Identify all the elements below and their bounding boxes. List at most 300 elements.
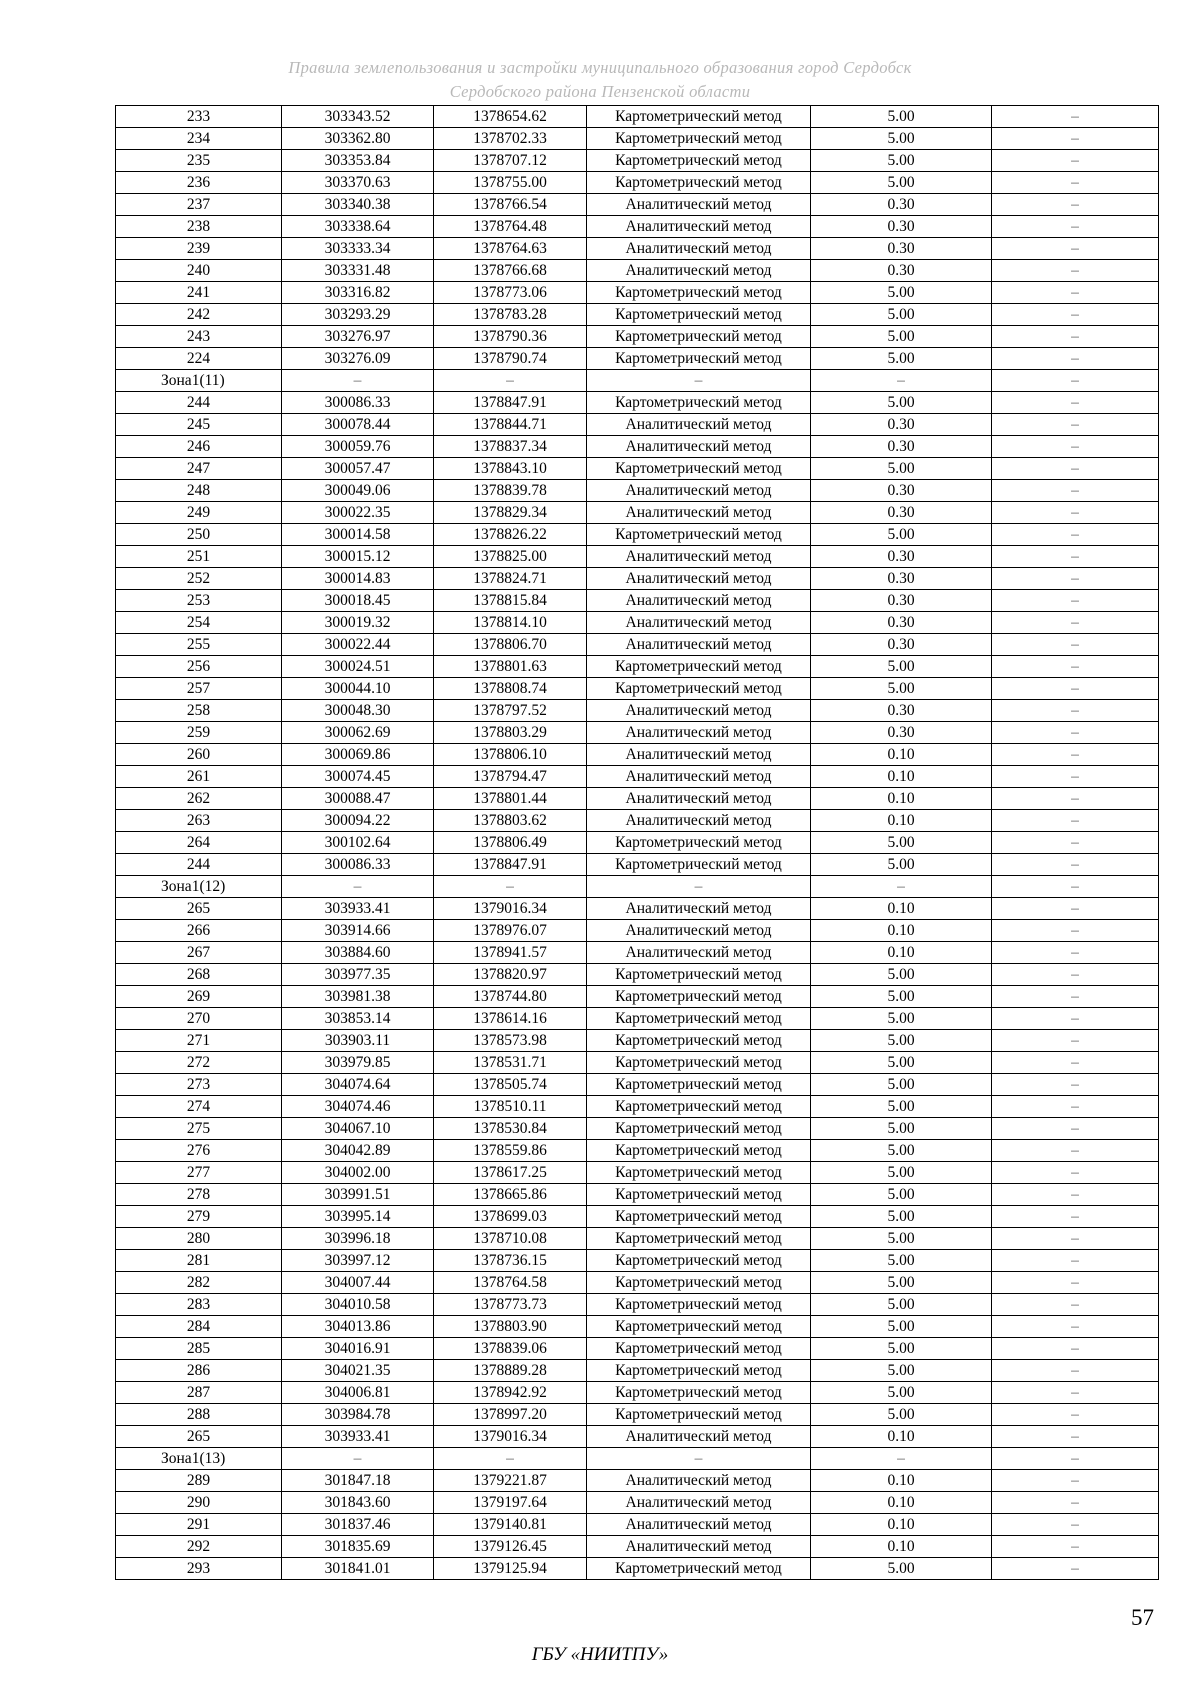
method-cell: – — [587, 1448, 811, 1470]
accuracy-cell: 0.10 — [811, 920, 992, 942]
method-cell: Картометрический метод — [587, 1184, 811, 1206]
table-row — [116, 1140, 1159, 1162]
method-cell: Картометрический метод — [587, 1118, 811, 1140]
table-row — [116, 612, 1159, 634]
note-cell: – — [992, 1382, 1159, 1404]
table-row — [116, 634, 1159, 656]
method-cell: Аналитический метод — [587, 920, 811, 942]
y-coordinate-cell: 1378766.54 — [434, 194, 587, 216]
y-coordinate-cell: 1378531.71 — [434, 1052, 587, 1074]
accuracy-cell: 5.00 — [811, 1338, 992, 1360]
point-number-cell: 281 — [116, 1250, 282, 1272]
point-number-cell: 259 — [116, 722, 282, 744]
note-cell: – — [992, 612, 1159, 634]
y-coordinate-cell: 1378808.74 — [434, 678, 587, 700]
accuracy-cell: 0.30 — [811, 260, 992, 282]
point-number-cell: Зона1(12) — [116, 876, 282, 898]
accuracy-cell: 5.00 — [811, 832, 992, 854]
x-coordinate-cell: 303333.34 — [282, 238, 434, 260]
accuracy-cell: 5.00 — [811, 172, 992, 194]
y-coordinate-cell: 1378801.63 — [434, 656, 587, 678]
y-coordinate-cell: 1378736.15 — [434, 1250, 587, 1272]
note-cell: – — [992, 1294, 1159, 1316]
method-cell: Аналитический метод — [587, 1536, 811, 1558]
point-number-cell: 287 — [116, 1382, 282, 1404]
x-coordinate-cell: 300057.47 — [282, 458, 434, 480]
x-coordinate-cell: 300014.58 — [282, 524, 434, 546]
table-row — [116, 854, 1159, 876]
point-number-cell: 277 — [116, 1162, 282, 1184]
point-number-cell: 260 — [116, 744, 282, 766]
coordinates-table — [115, 105, 1159, 1580]
accuracy-cell: 5.00 — [811, 392, 992, 414]
y-coordinate-cell: 1378764.58 — [434, 1272, 587, 1294]
table-row — [116, 1360, 1159, 1382]
note-cell: – — [992, 634, 1159, 656]
zone-header-row — [116, 370, 1159, 392]
note-cell: – — [992, 590, 1159, 612]
x-coordinate-cell: 303370.63 — [282, 172, 434, 194]
method-cell: Картометрический метод — [587, 656, 811, 678]
note-cell: – — [992, 1448, 1159, 1470]
method-cell: Картометрический метод — [587, 1074, 811, 1096]
note-cell: – — [992, 1316, 1159, 1338]
method-cell: Аналитический метод — [587, 568, 811, 590]
accuracy-cell: 5.00 — [811, 656, 992, 678]
x-coordinate-cell: 303362.80 — [282, 128, 434, 150]
point-number-cell: 242 — [116, 304, 282, 326]
page-number: 57 — [1131, 1605, 1154, 1630]
table-row — [116, 128, 1159, 150]
point-number-cell: 240 — [116, 260, 282, 282]
method-cell: Аналитический метод — [587, 700, 811, 722]
note-cell: – — [992, 370, 1159, 392]
x-coordinate-cell: 303343.52 — [282, 106, 434, 128]
note-cell: – — [992, 546, 1159, 568]
accuracy-cell: 5.00 — [811, 1250, 992, 1272]
point-number-cell: 239 — [116, 238, 282, 260]
accuracy-cell: 5.00 — [811, 1118, 992, 1140]
table-row — [116, 216, 1159, 238]
note-cell: – — [992, 326, 1159, 348]
note-cell: – — [992, 150, 1159, 172]
method-cell: Картометрический метод — [587, 986, 811, 1008]
point-number-cell: 288 — [116, 1404, 282, 1426]
point-number-cell: 267 — [116, 942, 282, 964]
y-coordinate-cell: 1378847.91 — [434, 392, 587, 414]
method-cell: Картометрический метод — [587, 458, 811, 480]
method-cell: Картометрический метод — [587, 1360, 811, 1382]
y-coordinate-cell: 1378806.49 — [434, 832, 587, 854]
method-cell: Аналитический метод — [587, 194, 811, 216]
accuracy-cell: 0.10 — [811, 766, 992, 788]
table-row — [116, 260, 1159, 282]
point-number-cell: 291 — [116, 1514, 282, 1536]
point-number-cell: 274 — [116, 1096, 282, 1118]
y-coordinate-cell: – — [434, 1448, 587, 1470]
accuracy-cell: – — [811, 876, 992, 898]
table-row — [116, 700, 1159, 722]
method-cell: Картометрический метод — [587, 678, 811, 700]
method-cell: – — [587, 370, 811, 392]
method-cell: Картометрический метод — [587, 832, 811, 854]
note-cell: – — [992, 1404, 1159, 1426]
x-coordinate-cell: 300024.51 — [282, 656, 434, 678]
x-coordinate-cell: – — [282, 370, 434, 392]
table-row — [116, 1492, 1159, 1514]
x-coordinate-cell: 300044.10 — [282, 678, 434, 700]
accuracy-cell: 0.10 — [811, 1470, 992, 1492]
note-cell: – — [992, 1514, 1159, 1536]
method-cell: Аналитический метод — [587, 1470, 811, 1492]
method-cell: Аналитический метод — [587, 898, 811, 920]
method-cell: Картометрический метод — [587, 1162, 811, 1184]
note-cell: – — [992, 1338, 1159, 1360]
x-coordinate-cell: 303353.84 — [282, 150, 434, 172]
x-coordinate-cell: 300086.33 — [282, 854, 434, 876]
y-coordinate-cell: 1378889.28 — [434, 1360, 587, 1382]
y-coordinate-cell: 1378829.34 — [434, 502, 587, 524]
method-cell: Аналитический метод — [587, 744, 811, 766]
y-coordinate-cell: 1378654.62 — [434, 106, 587, 128]
y-coordinate-cell: 1378803.62 — [434, 810, 587, 832]
y-coordinate-cell: 1378707.12 — [434, 150, 587, 172]
accuracy-cell: – — [811, 370, 992, 392]
y-coordinate-cell: 1378764.48 — [434, 216, 587, 238]
y-coordinate-cell: 1378803.29 — [434, 722, 587, 744]
note-cell: – — [992, 238, 1159, 260]
accuracy-cell: 0.10 — [811, 744, 992, 766]
method-cell: Картометрический метод — [587, 1052, 811, 1074]
point-number-cell: 284 — [116, 1316, 282, 1338]
zone-header-row — [116, 876, 1159, 898]
note-cell: – — [992, 678, 1159, 700]
x-coordinate-cell: 300102.64 — [282, 832, 434, 854]
x-coordinate-cell: 303338.64 — [282, 216, 434, 238]
y-coordinate-cell: 1378510.11 — [434, 1096, 587, 1118]
table-row — [116, 942, 1159, 964]
y-coordinate-cell: 1379125.94 — [434, 1558, 587, 1580]
x-coordinate-cell: 303340.38 — [282, 194, 434, 216]
method-cell: Аналитический метод — [587, 238, 811, 260]
point-number-cell: 224 — [116, 348, 282, 370]
y-coordinate-cell: 1378665.86 — [434, 1184, 587, 1206]
accuracy-cell: 0.30 — [811, 480, 992, 502]
table-row — [116, 986, 1159, 1008]
y-coordinate-cell: 1379126.45 — [434, 1536, 587, 1558]
x-coordinate-cell: 301835.69 — [282, 1536, 434, 1558]
table-row — [116, 678, 1159, 700]
table-row — [116, 524, 1159, 546]
table-row — [116, 656, 1159, 678]
accuracy-cell: 0.10 — [811, 1426, 992, 1448]
table-row — [116, 1294, 1159, 1316]
method-cell: Картометрический метод — [587, 1404, 811, 1426]
x-coordinate-cell: 300022.35 — [282, 502, 434, 524]
method-cell: Аналитический метод — [587, 216, 811, 238]
y-coordinate-cell: 1378573.98 — [434, 1030, 587, 1052]
table-row — [116, 502, 1159, 524]
x-coordinate-cell: 303933.41 — [282, 898, 434, 920]
accuracy-cell: 5.00 — [811, 1404, 992, 1426]
table-row — [116, 238, 1159, 260]
point-number-cell: 264 — [116, 832, 282, 854]
method-cell: Аналитический метод — [587, 634, 811, 656]
x-coordinate-cell: – — [282, 876, 434, 898]
note-cell: – — [992, 744, 1159, 766]
note-cell: – — [992, 1206, 1159, 1228]
note-cell: – — [992, 128, 1159, 150]
table-row — [116, 1118, 1159, 1140]
table-row — [116, 788, 1159, 810]
x-coordinate-cell: 300019.32 — [282, 612, 434, 634]
point-number-cell: 268 — [116, 964, 282, 986]
method-cell: Аналитический метод — [587, 414, 811, 436]
point-number-cell: 269 — [116, 986, 282, 1008]
method-cell: Картометрический метод — [587, 524, 811, 546]
accuracy-cell: 5.00 — [811, 1382, 992, 1404]
table-row — [116, 1404, 1159, 1426]
table-row — [116, 392, 1159, 414]
accuracy-cell: 5.00 — [811, 678, 992, 700]
point-number-cell: Зона1(13) — [116, 1448, 282, 1470]
y-coordinate-cell: 1378837.34 — [434, 436, 587, 458]
method-cell: Картометрический метод — [587, 172, 811, 194]
accuracy-cell: 0.30 — [811, 612, 992, 634]
note-cell: – — [992, 656, 1159, 678]
method-cell: Картометрический метод — [587, 392, 811, 414]
coordinates-table-body — [116, 106, 1159, 1580]
point-number-cell: Зона1(11) — [116, 370, 282, 392]
method-cell: Картометрический метод — [587, 854, 811, 876]
method-cell: Аналитический метод — [587, 590, 811, 612]
note-cell: – — [992, 876, 1159, 898]
method-cell: Аналитический метод — [587, 722, 811, 744]
accuracy-cell: 5.00 — [811, 1316, 992, 1338]
method-cell: Аналитический метод — [587, 436, 811, 458]
x-coordinate-cell: 303995.14 — [282, 1206, 434, 1228]
x-coordinate-cell: 303914.66 — [282, 920, 434, 942]
accuracy-cell: 0.30 — [811, 216, 992, 238]
method-cell: Аналитический метод — [587, 502, 811, 524]
table-row — [116, 722, 1159, 744]
accuracy-cell: 5.00 — [811, 326, 992, 348]
point-number-cell: 293 — [116, 1558, 282, 1580]
y-coordinate-cell: 1378744.80 — [434, 986, 587, 1008]
table-row — [116, 458, 1159, 480]
y-coordinate-cell: 1378766.68 — [434, 260, 587, 282]
note-cell: – — [992, 766, 1159, 788]
x-coordinate-cell: 304016.91 — [282, 1338, 434, 1360]
zone-header-row — [116, 1448, 1159, 1470]
table-row — [116, 150, 1159, 172]
y-coordinate-cell: 1378814.10 — [434, 612, 587, 634]
method-cell: Картометрический метод — [587, 1382, 811, 1404]
y-coordinate-cell: 1378815.84 — [434, 590, 587, 612]
point-number-cell: 290 — [116, 1492, 282, 1514]
table-row — [116, 480, 1159, 502]
point-number-cell: 261 — [116, 766, 282, 788]
accuracy-cell: 5.00 — [811, 348, 992, 370]
accuracy-cell: 5.00 — [811, 986, 992, 1008]
accuracy-cell: 5.00 — [811, 1030, 992, 1052]
y-coordinate-cell: 1378773.73 — [434, 1294, 587, 1316]
method-cell: Картометрический метод — [587, 106, 811, 128]
point-number-cell: 252 — [116, 568, 282, 590]
note-cell: – — [992, 1140, 1159, 1162]
accuracy-cell: 0.30 — [811, 634, 992, 656]
method-cell: Аналитический метод — [587, 480, 811, 502]
note-cell: – — [992, 392, 1159, 414]
note-cell: – — [992, 1492, 1159, 1514]
header-line-1: Правила землепользования и застройки муниципального образования город Сердобск — [288, 58, 912, 77]
note-cell: – — [992, 1250, 1159, 1272]
x-coordinate-cell: 300094.22 — [282, 810, 434, 832]
table-row — [116, 744, 1159, 766]
accuracy-cell: 5.00 — [811, 1272, 992, 1294]
y-coordinate-cell: 1378790.36 — [434, 326, 587, 348]
method-cell: Картометрический метод — [587, 1140, 811, 1162]
table-row — [116, 1338, 1159, 1360]
accuracy-cell: – — [811, 1448, 992, 1470]
table-row — [116, 1470, 1159, 1492]
y-coordinate-cell: 1378797.52 — [434, 700, 587, 722]
point-number-cell: 253 — [116, 590, 282, 612]
accuracy-cell: 0.30 — [811, 590, 992, 612]
point-number-cell: 244 — [116, 854, 282, 876]
y-coordinate-cell: 1379140.81 — [434, 1514, 587, 1536]
table-row — [116, 304, 1159, 326]
y-coordinate-cell: 1378997.20 — [434, 1404, 587, 1426]
point-number-cell: 248 — [116, 480, 282, 502]
x-coordinate-cell: 304010.58 — [282, 1294, 434, 1316]
x-coordinate-cell: 300088.47 — [282, 788, 434, 810]
table-row — [116, 1272, 1159, 1294]
table-row — [116, 1184, 1159, 1206]
note-cell: – — [992, 1096, 1159, 1118]
method-cell: Аналитический метод — [587, 788, 811, 810]
method-cell: Аналитический метод — [587, 612, 811, 634]
table-row — [116, 546, 1159, 568]
y-coordinate-cell: 1378710.08 — [434, 1228, 587, 1250]
x-coordinate-cell: 300014.83 — [282, 568, 434, 590]
method-cell: Картометрический метод — [587, 348, 811, 370]
x-coordinate-cell: 300022.44 — [282, 634, 434, 656]
header-line-2: Сердобского района Пензенской области — [449, 82, 751, 101]
note-cell: – — [992, 304, 1159, 326]
y-coordinate-cell: 1378783.28 — [434, 304, 587, 326]
accuracy-cell: 0.10 — [811, 1514, 992, 1536]
method-cell: Картометрический метод — [587, 1294, 811, 1316]
y-coordinate-cell: 1378617.25 — [434, 1162, 587, 1184]
accuracy-cell: 0.10 — [811, 898, 992, 920]
method-cell: Картометрический метод — [587, 1008, 811, 1030]
method-cell: Картометрический метод — [587, 1250, 811, 1272]
accuracy-cell: 5.00 — [811, 1206, 992, 1228]
point-number-cell: 249 — [116, 502, 282, 524]
accuracy-cell: 5.00 — [811, 106, 992, 128]
x-coordinate-cell: 303316.82 — [282, 282, 434, 304]
note-cell: – — [992, 1118, 1159, 1140]
accuracy-cell: 0.10 — [811, 942, 992, 964]
table-row — [116, 1426, 1159, 1448]
table-row — [116, 1228, 1159, 1250]
point-number-cell: 256 — [116, 656, 282, 678]
point-number-cell: 251 — [116, 546, 282, 568]
table-row — [116, 1162, 1159, 1184]
table-row — [116, 348, 1159, 370]
point-number-cell: 285 — [116, 1338, 282, 1360]
note-cell: – — [992, 1360, 1159, 1382]
method-cell: Картометрический метод — [587, 128, 811, 150]
accuracy-cell: 0.10 — [811, 810, 992, 832]
y-coordinate-cell: 1378847.91 — [434, 854, 587, 876]
x-coordinate-cell: 303853.14 — [282, 1008, 434, 1030]
accuracy-cell: 0.30 — [811, 194, 992, 216]
accuracy-cell: 5.00 — [811, 1360, 992, 1382]
table-row — [116, 568, 1159, 590]
table-row — [116, 282, 1159, 304]
table-row — [116, 1382, 1159, 1404]
x-coordinate-cell: 303276.09 — [282, 348, 434, 370]
y-coordinate-cell: 1378530.84 — [434, 1118, 587, 1140]
method-cell: Аналитический метод — [587, 546, 811, 568]
accuracy-cell: 0.10 — [811, 1536, 992, 1558]
note-cell: – — [992, 942, 1159, 964]
accuracy-cell: 5.00 — [811, 304, 992, 326]
table-row — [116, 194, 1159, 216]
method-cell: Картометрический метод — [587, 1096, 811, 1118]
note-cell: – — [992, 1558, 1159, 1580]
table-row — [116, 810, 1159, 832]
table-row — [116, 414, 1159, 436]
accuracy-cell: 5.00 — [811, 854, 992, 876]
accuracy-cell: 5.00 — [811, 1228, 992, 1250]
y-coordinate-cell: 1378941.57 — [434, 942, 587, 964]
note-cell: – — [992, 854, 1159, 876]
method-cell: Аналитический метод — [587, 1426, 811, 1448]
note-cell: – — [992, 348, 1159, 370]
y-coordinate-cell: 1378844.71 — [434, 414, 587, 436]
note-cell: – — [992, 1030, 1159, 1052]
note-cell: – — [992, 986, 1159, 1008]
x-coordinate-cell: 300059.76 — [282, 436, 434, 458]
y-coordinate-cell: 1378826.22 — [434, 524, 587, 546]
x-coordinate-cell: 303331.48 — [282, 260, 434, 282]
note-cell: – — [992, 502, 1159, 524]
table-row — [116, 1536, 1159, 1558]
note-cell: – — [992, 898, 1159, 920]
x-coordinate-cell: 303979.85 — [282, 1052, 434, 1074]
table-row — [116, 898, 1159, 920]
point-number-cell: 235 — [116, 150, 282, 172]
note-cell: – — [992, 964, 1159, 986]
note-cell: – — [992, 194, 1159, 216]
y-coordinate-cell: 1378794.47 — [434, 766, 587, 788]
accuracy-cell: 5.00 — [811, 964, 992, 986]
table-row — [116, 920, 1159, 942]
x-coordinate-cell: 303884.60 — [282, 942, 434, 964]
x-coordinate-cell: 300086.33 — [282, 392, 434, 414]
method-cell: Аналитический метод — [587, 1514, 811, 1536]
note-cell: – — [992, 216, 1159, 238]
accuracy-cell: 5.00 — [811, 1052, 992, 1074]
x-coordinate-cell: 304074.64 — [282, 1074, 434, 1096]
table-row — [116, 832, 1159, 854]
table-row — [116, 1008, 1159, 1030]
point-number-cell: 258 — [116, 700, 282, 722]
note-cell: – — [992, 1184, 1159, 1206]
